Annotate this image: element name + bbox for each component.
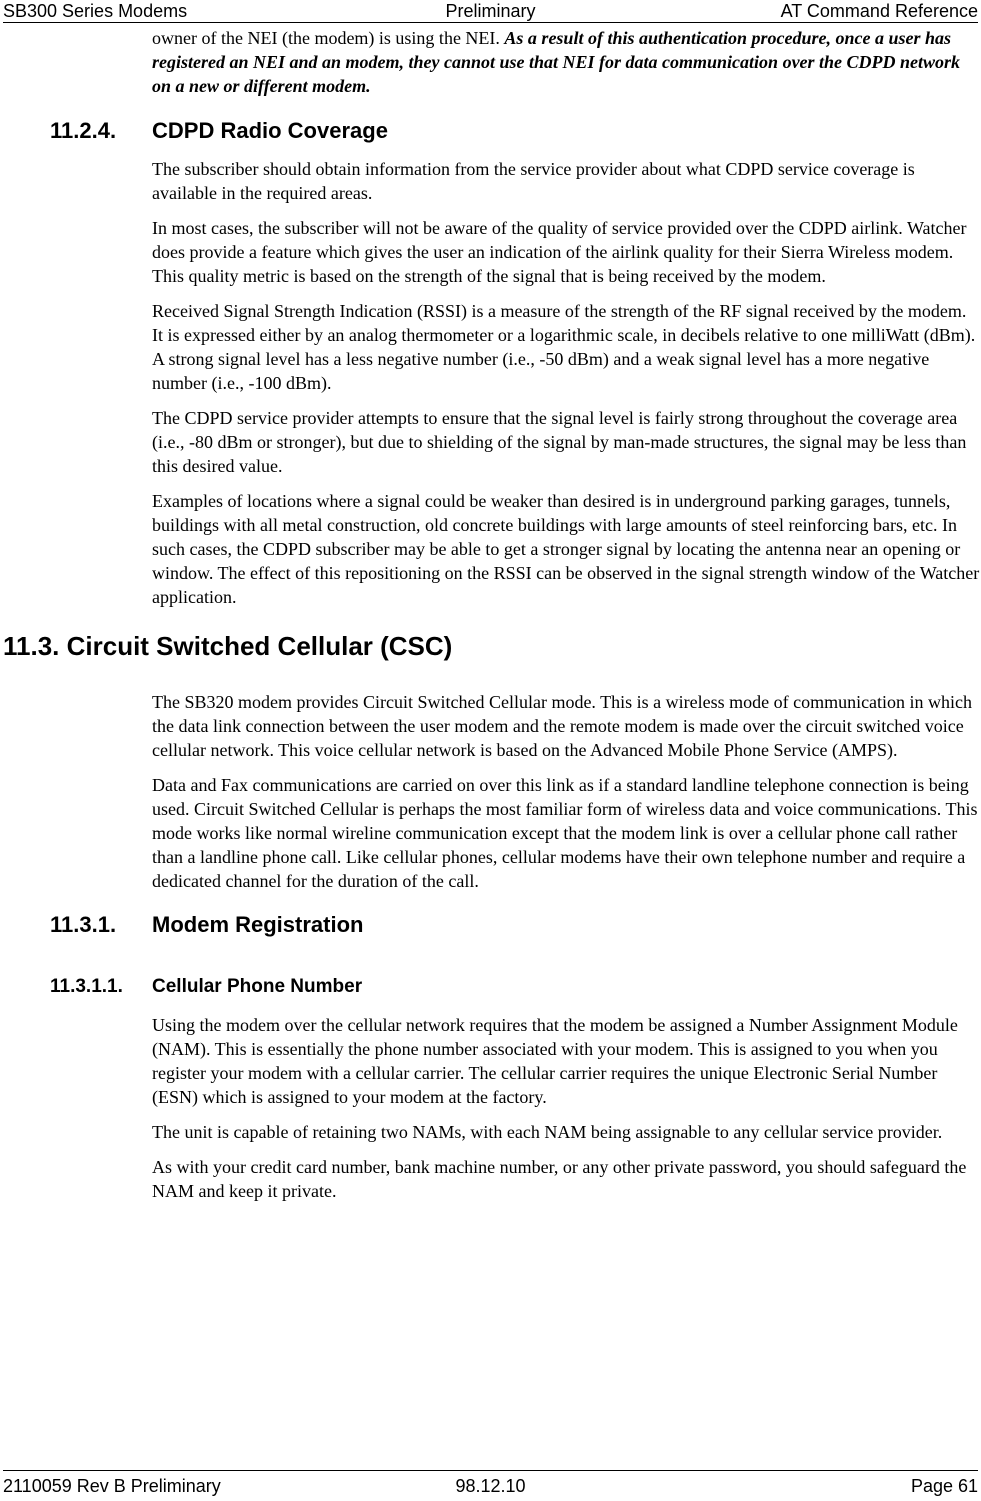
paragraph: Data and Fax communications are carried on over this link as if a standard landline telephone connection is being used. Circuit Switched Cellular is perhaps the most familiar form of wireless data and voice communications. This mode works like normal wireline communication except that the modem link is over a cellular phone call rather than a landline phone call. Like cellular phones, cellular modems have their own telephone number and require a dedicated channel for the duration of the call. [152,775,978,891]
intro-text: owner of the NEI (the modem) is using the NEI. [152,28,505,48]
page-body [0,26,981,1203]
heading-title: CDPD Radio Coverage [152,118,388,143]
paragraph: The SB320 modem provides Circuit Switched Cellular mode. This is a wireless mode of communication in which the data link connection between the user modem and the remote modem is made over the circuit switched voice cellular network. This voice cellular network is based on the Advanced Mobile Phone Service (AMPS). [152,692,973,760]
paragraph: The subscriber should obtain information from the service provider about what CDPD service coverage is available in the required areas. [152,159,915,203]
footer-page-number: Page 61 [910,1476,978,1496]
heading-title: Modem Registration [152,912,364,937]
paragraph: Examples of locations where a signal could be weaker than desired is in underground parking garages, tunnels, buildings with all metal construction, old concrete buildings with large amounts of steel reinforcing bars, etc. In such cases, the CDPD subscriber may be able to get a stronger signal by locating the antenna near an opening or window. The effect of this repositioning on the RSSI can be observed in the signal strength window of the Watcher application. [152,491,980,607]
page-footer [3,1470,978,1497]
paragraph: In most cases, the subscriber will not be aware of the quality of service provided over the CDPD airlink. Watcher does provide a feature which gives the user an indication of the airlink quality for their Sierra Wireless modem. This quality metric is based on the strength of the signal that is being received by the modem. [152,218,967,286]
paragraph: Using the modem over the cellular network requires that the modem be assigned a Number Assignment Module (NAM). This is essentially the phone number associated with your modem. This is assigned to you when you register your modem with a cellular carrier. The cellular carrier requires the unique Electronic Serial Number (ESN) which is assigned to your modem at the factory. [152,1015,958,1107]
heading-number: 11.3.1. [50,912,117,937]
paragraph: The CDPD service provider attempts to ensure that the signal level is fairly strong throughout the coverage area (i.e., -80 dBm or stronger), but due to shielding of the signal by man-made structures, the signal may be less than this desired value. [152,408,967,476]
heading-11-3-1-1 [0,974,981,1000]
footer-doc-number: 2110059 Rev B Preliminary [3,1476,221,1496]
page-header [3,0,978,23]
heading-11-2-4 [0,116,981,146]
heading-title: Cellular Phone Number [152,976,363,997]
paragraph: Received Signal Strength Indication (RSSI) is a measure of the strength of the RF signal received by the modem. It is expressed either by an analog thermometer or a logarithmic scale, in decibels relative to one milliWatt (dBm). A strong signal level has a less negative number (i.e., -50 dBm) and a weak signal level has a more negative number (i.e., -100 dBm). [152,301,976,393]
intro-emphasis: As a result of this authentication procedure, once a user has registered an NEI and an modem, they cannot use that NEI for data communication over the CDPD network on a new or different modem. [152,28,961,96]
paragraph: The unit is capable of retaining two NAMs, with each NAM being assignable to any cellular service provider. [152,1122,943,1142]
header-doc-title: SB300 Series Modems [3,1,188,21]
intro-paragraph [152,26,980,98]
header-section: AT Command Reference [780,1,978,21]
heading-number: 11.2.4. [50,118,117,143]
footer-date: 98.12.10 [455,1476,526,1496]
header-status: Preliminary [445,1,536,21]
heading-11-3-1 [0,910,981,940]
heading-number: 11.3.1.1. [50,976,123,997]
paragraph: As with your credit card number, bank machine number, or any other private password, you should safeguard the NAM and keep it private. [152,1157,967,1201]
heading-11-3: 11.3. Circuit Switched Cellular (CSC) [3,631,453,661]
